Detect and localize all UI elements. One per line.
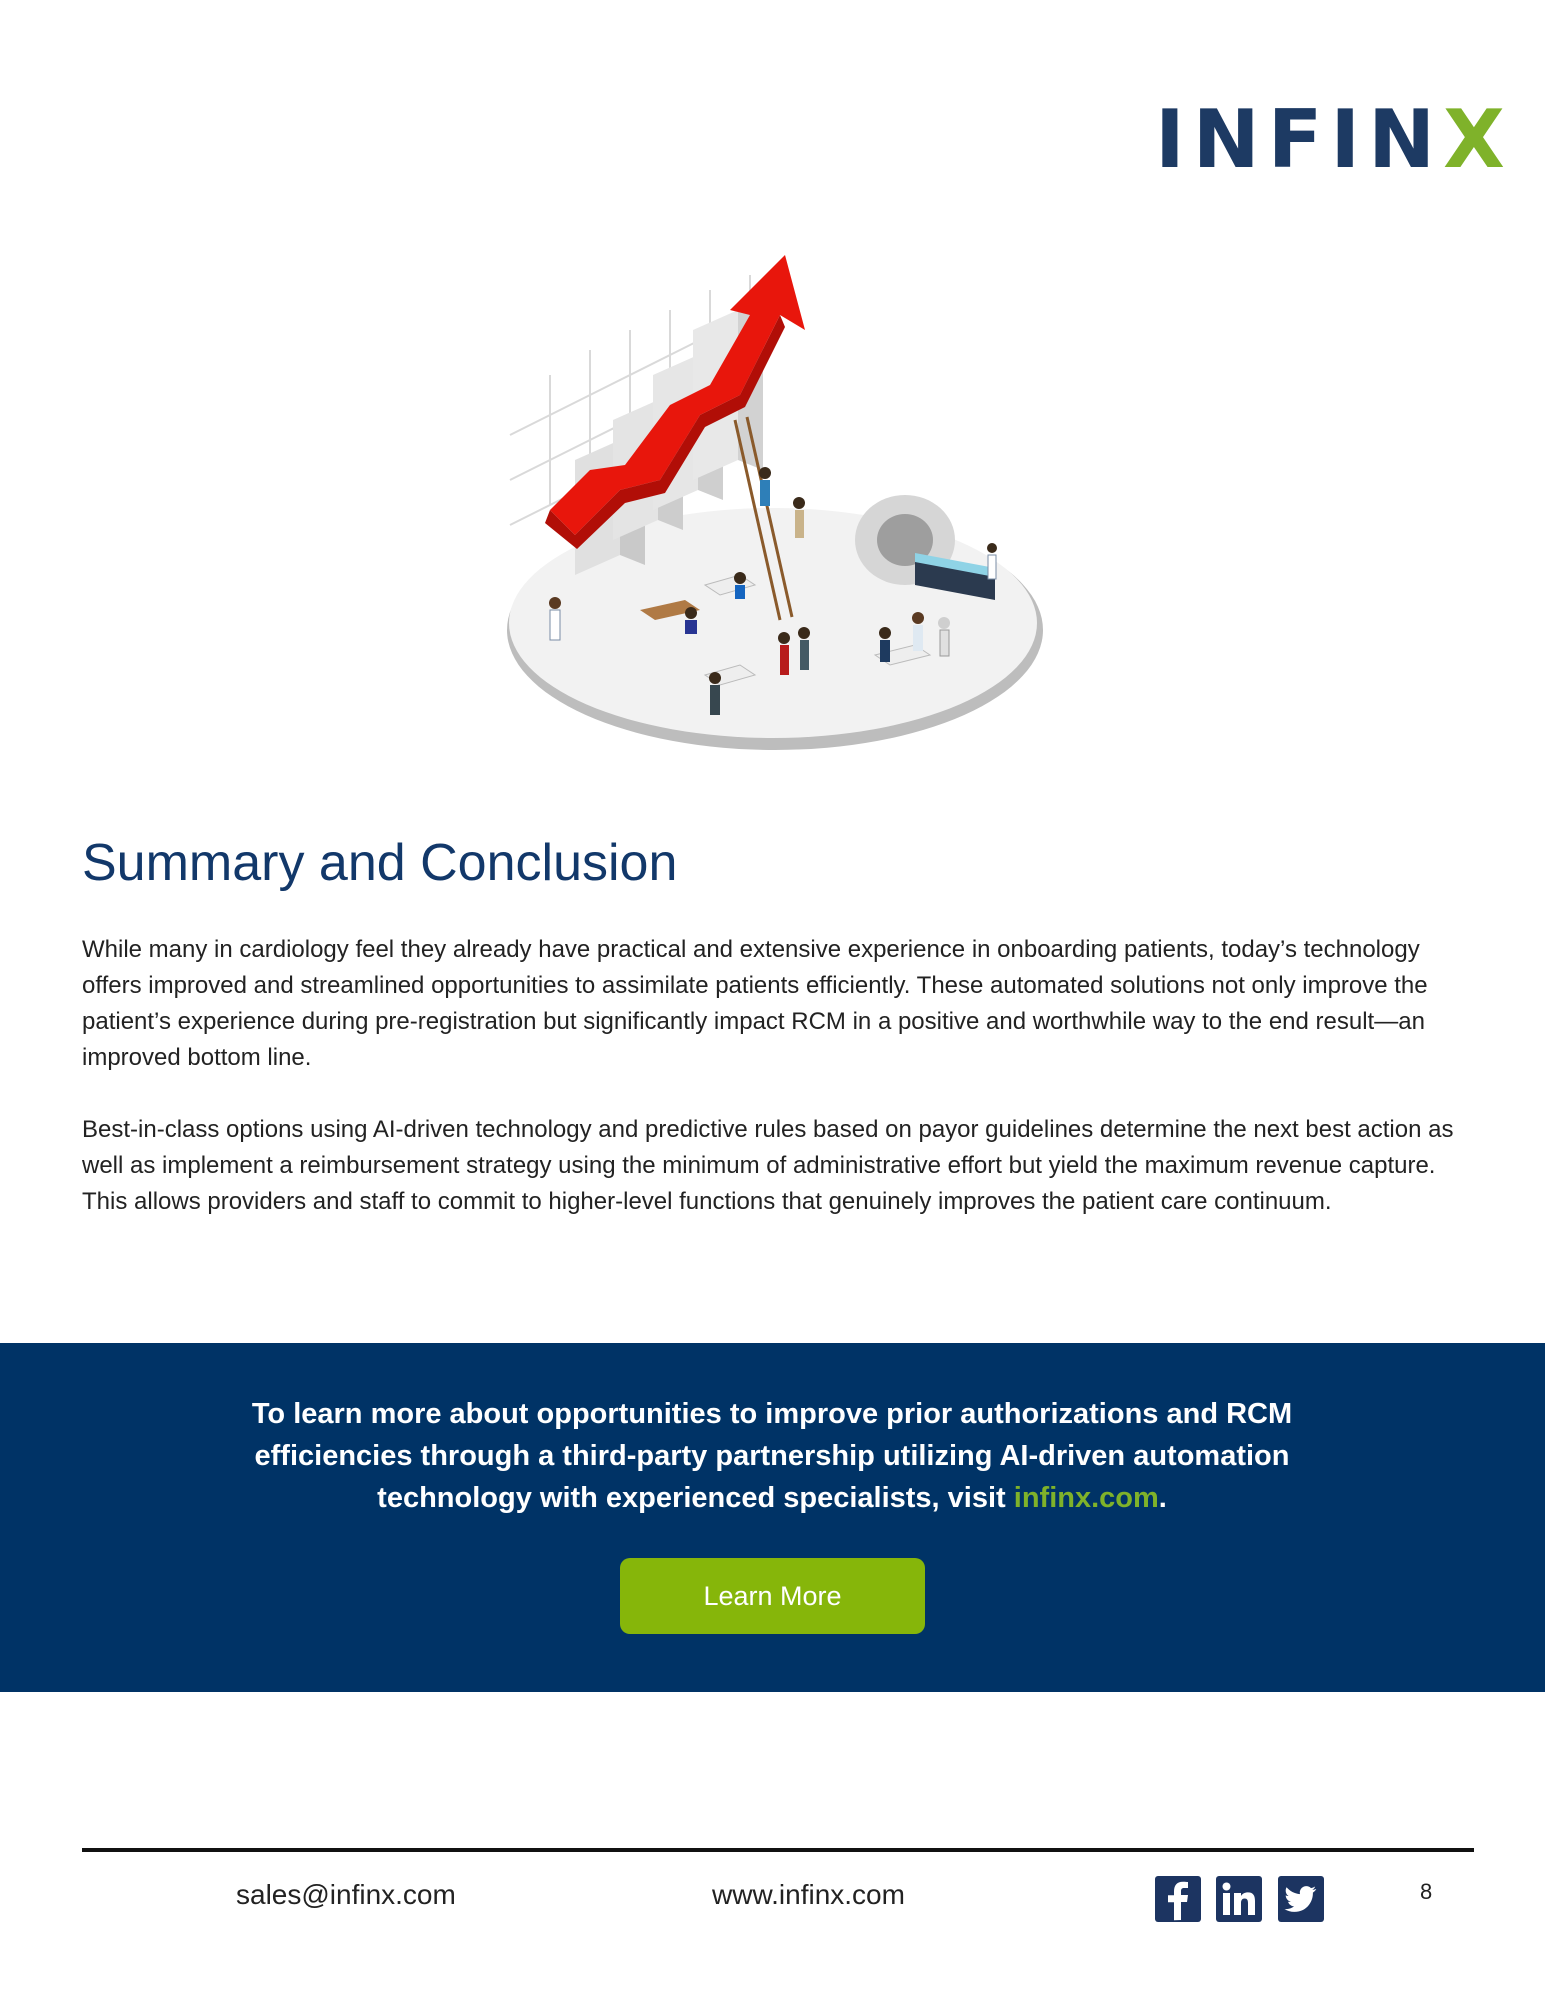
twitter-icon[interactable] — [1278, 1876, 1324, 1922]
footer-divider — [82, 1848, 1474, 1852]
logo-text-main: INFIN — [1155, 93, 1444, 186]
cta-text — [222, 1393, 1322, 1519]
cta-text-end: . — [1158, 1482, 1167, 1514]
linkedin-icon[interactable] — [1216, 1876, 1262, 1922]
page-number: 8 — [1420, 1879, 1433, 1904]
section-heading: Summary and Conclusion — [82, 834, 678, 892]
footer-website-link[interactable]: www.infinx.com — [712, 1879, 905, 1910]
learn-more-button[interactable]: Learn More — [620, 1558, 925, 1634]
summary-paragraph-2: Best-in-class options using AI-driven technology and predictive rules based on payor guidelines determine the next best action as well as implement a reimbursement strategy using the minimum of administrative effort but yield the maximum revenue capture. This allows providers and staff to commit to higher-level functions that genuinely improves the patient care continuum. — [82, 1116, 1454, 1215]
footer-email-link[interactable]: sales@infinx.com — [236, 1879, 456, 1910]
growth-chart-illustration — [495, 255, 1055, 765]
summary-paragraph-1: While many in cardiology feel they already have practical and extensive experience in onboarding patients, today’s technology offers improved and streamlined opportunities to assimilate patients efficiently. These automated solutions not only improve the patient’s experience during pre-registration but significantly impact RCM in a positive and worthwhile way to the end result—an improved bottom line. — [82, 936, 1428, 1071]
cta-website-link[interactable]: infinx.com — [1013, 1482, 1159, 1514]
cta-text-body: To learn more about opportunities to improve prior authorizations and RCM efficiencies through a third-party partnership utilizing AI-driven automation technology with experienced specialists, visit — [251, 1398, 1293, 1514]
facebook-icon[interactable] — [1155, 1876, 1201, 1922]
cta-banner — [0, 1343, 1545, 1692]
logo-text-accent: X — [1443, 93, 1513, 186]
infinx-logo — [1155, 93, 1513, 186]
